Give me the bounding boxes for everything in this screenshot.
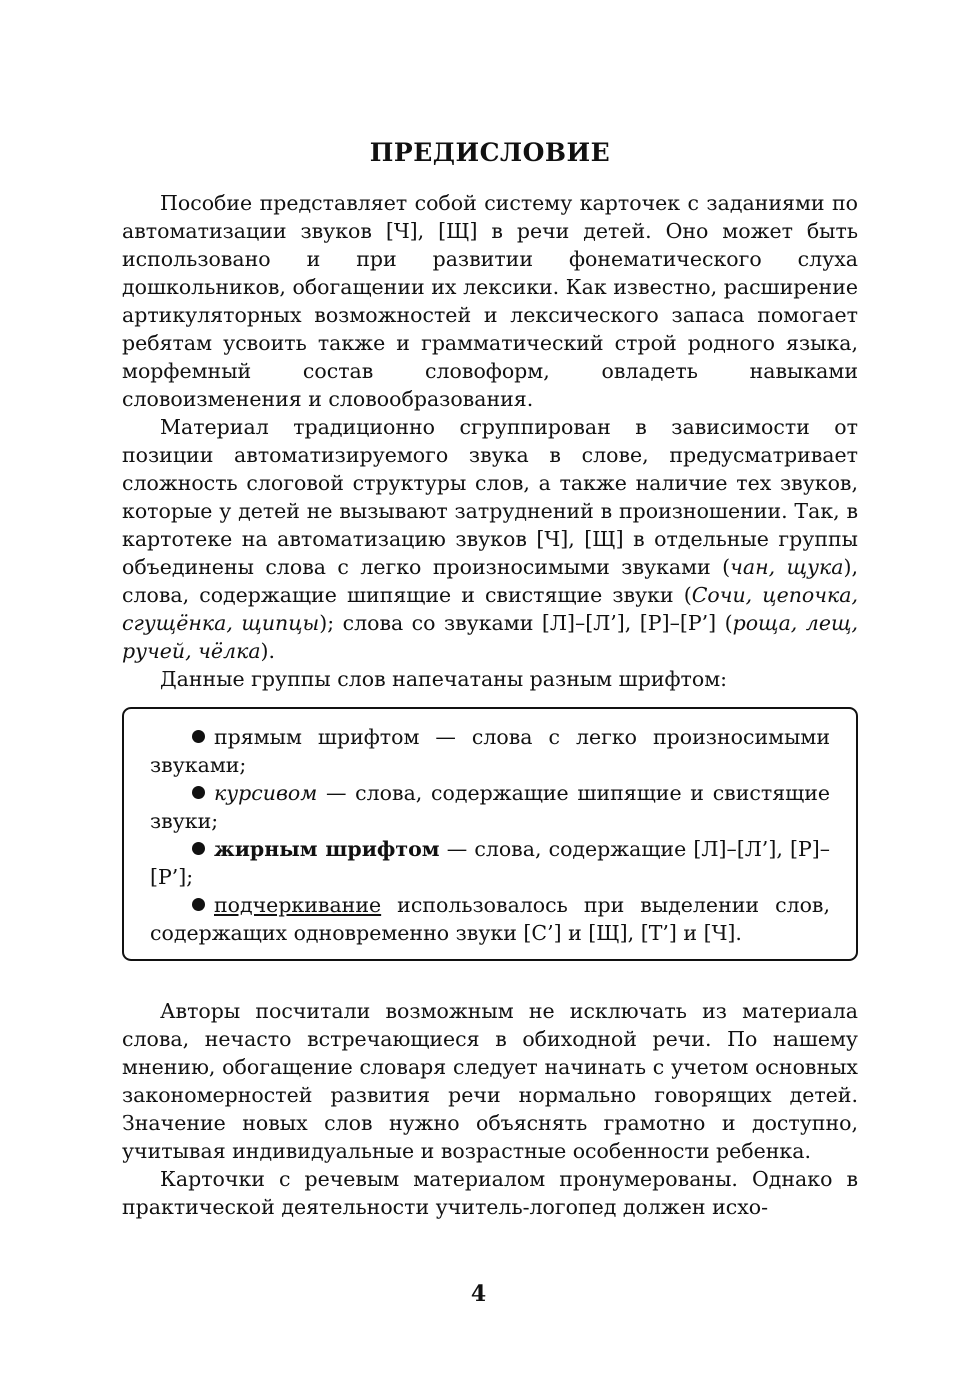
legend-text-regular: — слова с легко произносимыми звуками;: [150, 725, 830, 777]
bullet-icon: [192, 786, 205, 799]
bullet-icon: [192, 842, 205, 855]
paragraph-material: [122, 413, 858, 665]
p2-text-3: ); слова со звуками [Л]–[Л’], [Р]–[Р’] (: [319, 611, 733, 635]
legend-item-regular: [150, 723, 830, 779]
p2-example-1: чан, щука: [730, 555, 844, 579]
legend-text-underline: использовалось при выделении слов, содержащих одновременно звуки [С’] и [Щ], [Т’] и [Ч].: [150, 893, 830, 945]
paragraph-cards: Карточки с речевым материалом пронумерованы. Однако в практической деятельности учитель-логопед должен исхо-: [122, 1167, 858, 1219]
p2-text-1: Материал традиционно сгруппирован в зависимости от позиции автоматизируемого звука в слове, предусматривает сложность слоговой структуры слов, а также наличие тех звуков, которые у детей не вызывают затруднений в произношении. Так, в картотеке на автоматизацию звуков [Ч], [Щ] в отдельные группы объединены слова с легко произносимыми звуками (: [122, 415, 858, 579]
legend-text-italic: — слова, содержащие шипящие и свистящие звуки;: [150, 781, 830, 833]
font-legend-box: [122, 707, 858, 961]
page-number: 4: [470, 1281, 487, 1307]
legend-term-underline: подчеркивание: [214, 893, 382, 917]
legend-term-bold: жирным шрифтом: [214, 837, 440, 861]
paragraph-fonts-intro: Данные группы слов напечатаны разным шрифтом:: [160, 667, 728, 691]
paragraph-intro: Пособие представляет собой систему карточек с заданиями по автоматизации звуков [Ч], [Щ] в речи детей. Оно может быть использовано и при развитии фонематического слуха дошкольников, обогащении их лексики. Как известно, расширение артикуляторных возможностей и лексического запаса помогает ребятам усвоить также и грамматический строй родного языка, морфемный состав словоформ, овладеть навыками словоизменения и словообразования.: [122, 191, 858, 411]
p2-text-2: ), слова, содержащие шипящие и свистящие звуки (: [122, 555, 859, 607]
legend-text-bold: — слова, содержащие [Л]–[Л’], [Р]–[Р’];: [150, 837, 830, 889]
legend-item-bold: [150, 835, 830, 891]
page-title: ПРЕДИСЛОВИЕ: [369, 138, 611, 167]
bullet-icon: [192, 898, 205, 911]
legend-item-underline: [150, 891, 830, 947]
bullet-icon: [192, 730, 205, 743]
p2-text-4: ).: [260, 639, 276, 663]
legend-term-italic: курсивом: [214, 781, 318, 805]
p2-example-3: роща, лещ, ручей, чёлка: [122, 611, 858, 663]
legend-term-regular: прямым шрифтом: [214, 725, 420, 749]
paragraph-authors: Авторы посчитали возможным не исключать из материала слова, нечасто встречающиеся в обиходной речи. По нашему мнению, обогащение словаря следует начинать с учетом основных закономерностей развития речи нормально говорящих детей. Значение новых слов нужно объяснять грамотно и доступно, учитывая индивидуальные и возрастные особенности ребенка.: [122, 999, 858, 1163]
page-content: [122, 138, 858, 1221]
p2-example-2: Сочи, цепочка, сгущёнка, щипцы: [122, 583, 858, 635]
legend-item-italic: [150, 779, 830, 835]
